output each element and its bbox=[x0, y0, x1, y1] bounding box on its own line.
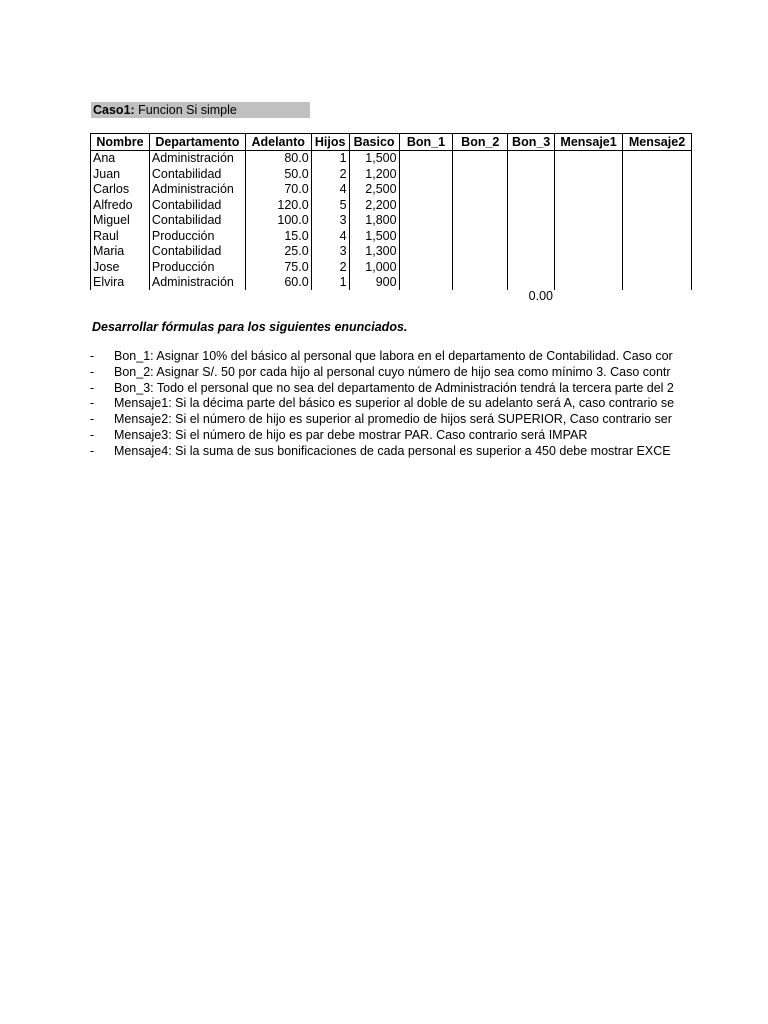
cell-bon-3[interactable] bbox=[508, 260, 555, 276]
bullet-dash: - bbox=[90, 443, 95, 458]
cell-mensaje1[interactable] bbox=[555, 229, 623, 245]
cell-departamento[interactable]: Administración bbox=[149, 182, 245, 198]
cell-nombre[interactable]: Maria bbox=[91, 244, 150, 260]
cell-nombre[interactable]: Elvira bbox=[91, 275, 150, 290]
header-adelanto[interactable]: Adelanto bbox=[245, 134, 311, 151]
bullet-dash: - bbox=[90, 396, 95, 411]
cell-adelanto[interactable]: 70.0 bbox=[245, 182, 311, 198]
header-basico[interactable]: Basico bbox=[349, 134, 399, 151]
table-row bbox=[91, 198, 692, 214]
case-title: Funcion Si simple bbox=[138, 103, 237, 117]
instruction-item[interactable] bbox=[90, 412, 690, 428]
cell-hijos[interactable]: 3 bbox=[311, 244, 349, 260]
instruction-text: Bon_3: Todo el personal que no sea del departamento de Administración tendrá la tercera parte del 2 bbox=[114, 380, 674, 395]
table-row bbox=[91, 260, 692, 276]
cell-basico[interactable]: 1,200 bbox=[349, 167, 399, 183]
cell-bon-1[interactable] bbox=[399, 260, 453, 276]
cell-bon-3[interactable] bbox=[508, 244, 555, 260]
cell-basico[interactable]: 1,000 bbox=[349, 260, 399, 276]
bullet-dash: - bbox=[90, 380, 95, 395]
header-hijos[interactable]: Hijos bbox=[311, 134, 349, 151]
cell-nombre[interactable]: Raul bbox=[91, 229, 150, 245]
cell-adelanto[interactable]: 60.0 bbox=[245, 275, 311, 290]
cell-mensaje2[interactable] bbox=[623, 260, 692, 276]
cell-basico[interactable]: 1,300 bbox=[349, 244, 399, 260]
cell-departamento[interactable]: Contabilidad bbox=[149, 167, 245, 183]
data-table-region bbox=[90, 133, 692, 290]
cell-adelanto[interactable]: 75.0 bbox=[245, 260, 311, 276]
cell-mensaje2[interactable] bbox=[623, 182, 692, 198]
instruction-item[interactable] bbox=[90, 381, 690, 397]
cell-bon-2[interactable] bbox=[453, 198, 508, 214]
instruction-text: Bon_2: Asignar S/. 50 por cada hijo al personal cuyo número de hijo sea como mínimo 3. Caso contr bbox=[114, 364, 671, 379]
header-nombre[interactable]: Nombre bbox=[91, 134, 150, 151]
cell-basico[interactable]: 1,500 bbox=[349, 151, 399, 167]
cell-hijos[interactable]: 3 bbox=[311, 213, 349, 229]
bullet-dash: - bbox=[90, 412, 95, 427]
cell-mensaje2[interactable] bbox=[623, 213, 692, 229]
cell-departamento[interactable]: Contabilidad bbox=[149, 198, 245, 214]
cell-bon-2[interactable] bbox=[453, 244, 508, 260]
header-bon-2[interactable]: Bon_2 bbox=[453, 134, 508, 151]
instruction-item[interactable] bbox=[90, 365, 690, 381]
table-row bbox=[91, 213, 692, 229]
table-row bbox=[91, 244, 692, 260]
instruction-item[interactable] bbox=[90, 396, 690, 412]
instructions-heading[interactable]: Desarrollar fórmulas para los siguientes enunciados. bbox=[92, 320, 408, 334]
cell-mensaje1[interactable] bbox=[555, 198, 623, 214]
cell-adelanto[interactable]: 15.0 bbox=[245, 229, 311, 245]
cell-nombre[interactable]: Juan bbox=[91, 167, 150, 183]
cell-hijos[interactable]: 4 bbox=[311, 229, 349, 245]
instruction-text: Mensaje4: Si la suma de sus bonificaciones de cada personal es superior a 450 debe mostrar EXCE bbox=[114, 443, 671, 458]
cell-bon-3[interactable] bbox=[508, 275, 555, 290]
cell-adelanto[interactable]: 50.0 bbox=[245, 167, 311, 183]
header-mensaje1[interactable]: Mensaje1 bbox=[555, 134, 623, 151]
cell-bon-3[interactable] bbox=[508, 198, 555, 214]
table-body bbox=[91, 151, 692, 291]
table-header-row bbox=[91, 134, 692, 151]
cell-basico[interactable]: 2,500 bbox=[349, 182, 399, 198]
cell-bon-3[interactable] bbox=[508, 167, 555, 183]
cell-hijos[interactable]: 2 bbox=[311, 260, 349, 276]
case-title-cell[interactable] bbox=[91, 102, 310, 118]
cell-hijos[interactable]: 4 bbox=[311, 182, 349, 198]
cell-mensaje1[interactable] bbox=[555, 213, 623, 229]
table-row bbox=[91, 275, 692, 290]
cell-bon-1[interactable] bbox=[399, 182, 453, 198]
cell-mensaje2[interactable] bbox=[623, 229, 692, 245]
header-bon-1[interactable]: Bon_1 bbox=[399, 134, 453, 151]
cell-mensaje1[interactable] bbox=[555, 167, 623, 183]
table-row bbox=[91, 182, 692, 198]
table-row bbox=[91, 151, 692, 167]
cell-mensaje1[interactable] bbox=[555, 151, 623, 167]
bullet-dash: - bbox=[90, 427, 95, 442]
instruction-item[interactable] bbox=[90, 349, 690, 365]
cell-bon-2[interactable] bbox=[453, 151, 508, 167]
cell-bon-3[interactable] bbox=[508, 151, 555, 167]
cell-departamento[interactable]: Administración bbox=[149, 275, 245, 290]
cell-departamento[interactable]: Producción bbox=[149, 229, 245, 245]
cell-nombre[interactable]: Jose bbox=[91, 260, 150, 276]
cell-basico[interactable]: 2,200 bbox=[349, 198, 399, 214]
instruction-text: Mensaje3: Si el número de hijo es par debe mostrar PAR. Caso contrario será IMPAR bbox=[114, 427, 588, 442]
table-row bbox=[91, 167, 692, 183]
cell-bon-1[interactable] bbox=[399, 198, 453, 214]
cell-bon-3[interactable] bbox=[508, 213, 555, 229]
cell-nombre[interactable]: Miguel bbox=[91, 213, 150, 229]
case-label: Caso1: bbox=[93, 103, 135, 117]
cell-adelanto[interactable]: 120.0 bbox=[245, 198, 311, 214]
instructions-list bbox=[90, 349, 690, 460]
bullet-dash: - bbox=[90, 349, 95, 363]
header-bon-3[interactable]: Bon_3 bbox=[508, 134, 555, 151]
cell-mensaje1[interactable] bbox=[555, 244, 623, 260]
cell-basico[interactable]: 1,500 bbox=[349, 229, 399, 245]
instruction-text: Mensaje1: Si la décima parte del básico es superior al doble de su adelanto será A, caso contrario se bbox=[114, 396, 675, 411]
cell-mensaje1[interactable] bbox=[555, 182, 623, 198]
cell-hijos[interactable]: 1 bbox=[311, 151, 349, 167]
cell-hijos[interactable]: 5 bbox=[311, 198, 349, 214]
instruction-text: Bon_1: Asignar 10% del básico al personal que labora en el departamento de Contabilidad. Caso cor bbox=[114, 349, 673, 363]
data-table bbox=[90, 133, 692, 290]
cell-departamento[interactable]: Contabilidad bbox=[149, 213, 245, 229]
cell-mensaje1[interactable] bbox=[555, 275, 623, 290]
cell-bon-3[interactable] bbox=[508, 229, 555, 245]
cell-bon-1[interactable] bbox=[399, 167, 453, 183]
cell-bon-2[interactable] bbox=[453, 167, 508, 183]
cell-nombre[interactable]: Carlos bbox=[91, 182, 150, 198]
cell-adelanto[interactable]: 100.0 bbox=[245, 213, 311, 229]
cell-mensaje2[interactable] bbox=[623, 167, 692, 183]
cell-departamento[interactable]: Contabilidad bbox=[149, 244, 245, 260]
cell-mensaje2[interactable] bbox=[623, 151, 692, 167]
cell-bon-1[interactable] bbox=[399, 244, 453, 260]
cell-bon-2[interactable] bbox=[453, 182, 508, 198]
cell-basico[interactable]: 900 bbox=[349, 275, 399, 290]
table-row bbox=[91, 229, 692, 245]
instruction-item[interactable] bbox=[90, 428, 690, 444]
cell-bon-2[interactable] bbox=[453, 213, 508, 229]
bullet-dash: - bbox=[90, 364, 95, 379]
header-mensaje2[interactable]: Mensaje2 bbox=[623, 134, 692, 151]
cell-bon-1[interactable] bbox=[399, 213, 453, 229]
header-departamento[interactable]: Departamento bbox=[149, 134, 245, 151]
instruction-item[interactable] bbox=[90, 444, 690, 460]
cell-adelanto[interactable]: 25.0 bbox=[245, 244, 311, 260]
cell-bon-3[interactable] bbox=[508, 182, 555, 198]
cell-bon-1[interactable] bbox=[399, 229, 453, 245]
cell-bon-2[interactable] bbox=[453, 260, 508, 276]
cell-departamento[interactable]: Administración bbox=[149, 151, 245, 167]
cell-mensaje1[interactable] bbox=[555, 260, 623, 276]
cell-nombre[interactable]: Alfredo bbox=[91, 198, 150, 214]
cell-hijos[interactable]: 1 bbox=[311, 275, 349, 290]
cell-mensaje2[interactable] bbox=[623, 198, 692, 214]
cell-hijos[interactable]: 2 bbox=[311, 167, 349, 183]
cell-bon-2[interactable] bbox=[453, 229, 508, 245]
cell-adelanto[interactable]: 80.0 bbox=[245, 151, 311, 167]
cell-bon-1[interactable] bbox=[399, 275, 453, 290]
bon3-total-cell[interactable]: 0.00 bbox=[528, 289, 553, 303]
cell-bon-1[interactable] bbox=[399, 151, 453, 167]
cell-basico[interactable]: 1,800 bbox=[349, 213, 399, 229]
cell-nombre[interactable]: Ana bbox=[91, 151, 150, 167]
cell-mensaje2[interactable] bbox=[623, 244, 692, 260]
cell-bon-2[interactable] bbox=[453, 275, 508, 290]
cell-mensaje2[interactable] bbox=[623, 275, 692, 290]
cell-departamento[interactable]: Producción bbox=[149, 260, 245, 276]
instruction-text: Mensaje2: Si el número de hijo es superior al promedio de hijos será SUPERIOR, Caso contrario ser bbox=[114, 412, 672, 427]
